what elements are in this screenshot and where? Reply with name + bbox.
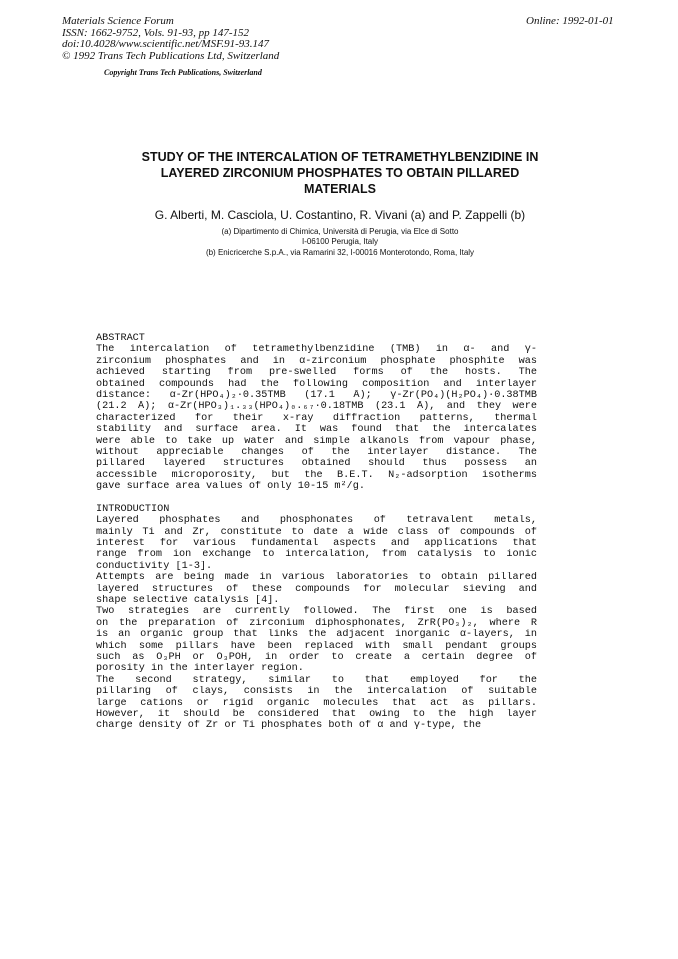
authors: G. Alberti, M. Casciola, U. Costantino, R. Vivani (a) and P. Zappelli (b) (154, 208, 526, 222)
introduction-heading: INTRODUCTION (96, 503, 170, 515)
text-line: The intercalation of tetramethylbenzidine (TMB) in α- and γ- (96, 344, 537, 356)
text-line: range from ion exchange to intercalation, from catalysis to ionic (96, 549, 537, 561)
copyright-small: Copyright Trans Tech Publications, Switzerland (104, 68, 262, 77)
text-line: such as O₃PH or O₃POH, in order to create a certain degree of (96, 651, 537, 663)
issn-line: ISSN: 1662-9752, Vols. 91-93, pp 147-152 (62, 26, 249, 39)
text-line: zirconium phosphates and in α-zirconium phosphate phosphite was (96, 355, 537, 367)
text-line: porosity in the interlayer region. (96, 663, 304, 675)
copyright-line: © 1992 Trans Tech Publications Ltd, Switzerland (62, 49, 280, 62)
text-line: Layered phosphates and phosphonates of tetravalent metals, (96, 515, 537, 527)
affiliation-a-city: I-06100 Perugia, Italy (301, 237, 379, 246)
introduction (96, 515, 537, 731)
text-line: charge density of Zr or Ti phosphates both of α and γ-type, the (96, 720, 482, 732)
title-line: LAYERED ZIRCONIUM PHOSPHATES TO OBTAIN PILLARED (160, 166, 520, 180)
abstract (96, 344, 537, 492)
text-line: mainly Ti and Zr, constitute to date a wide class of compounds of (96, 526, 537, 538)
text-line: pillaring of clays, consists in the intercalation of suitable (96, 686, 537, 698)
body-text (96, 333, 537, 732)
text-line: on the preparation of zirconium diphosphonates, ZrR(PO₃)₂, where R (96, 617, 537, 629)
text-line: which some pillars have been replaced with small pendant groups (96, 640, 537, 652)
text-line: stability and surface area. It was found that the intercalates (96, 424, 537, 436)
text-line: gave surface area values of only 10-15 m²/g. (96, 481, 365, 493)
affiliation-a: (a) Dipartimento di Chimica, Università di Perugia, via Elce di Sotto (221, 227, 459, 236)
text-line: large cations or rigid organic molecules that act as pillars. (96, 697, 537, 709)
paper-title (90, 149, 590, 197)
text-line: The second strategy, similar to that employed for the (96, 674, 537, 686)
text-line: Attempts are being made in various laboratories to obtain pillared (96, 572, 537, 584)
text-line: conductivity [1-3]. (96, 560, 213, 572)
text-line: Two strategies are currently followed. The first one is based (96, 606, 537, 618)
title-line: STUDY OF THE INTERCALATION OF TETRAMETHYLBENZIDINE IN (141, 150, 539, 164)
text-line: achieved starting from pre-swelled forms of the hosts. The (96, 367, 537, 379)
text-line: obtained compounds had the following composition and interlayer (96, 378, 537, 390)
journal-header (62, 16, 279, 62)
text-line: characterized for their x-ray diffraction patterns, thermal (96, 412, 537, 424)
text-line: However, it should be considered that owing to the high layer (96, 708, 537, 720)
journal-name: Materials Science Forum (62, 15, 174, 27)
text-line: were able to take up water and simple alkanols from vapour phase, (96, 435, 537, 447)
text-line: accessible microporosity, but the B.E.T. N₂-adsorption isotherms (96, 469, 537, 481)
online-date: Online: 1992-01-01 (526, 15, 614, 27)
text-line: without appreciable changes of the interlayer distance. The (96, 446, 537, 458)
text-line: distance: α-Zr(HPO₄)₂·0.35TMB (17.1 Å); γ-Zr(PO₄)(H₂PO₄)·0.38TMB (96, 389, 537, 401)
affiliation-b: (b) Enicricerche S.p.A., via Ramarini 32, I-00016 Monterotondo, Roma, Italy (205, 248, 475, 257)
abstract-heading: ABSTRACT (96, 333, 145, 344)
text-line: interest for various fundamental aspects and applications that (96, 538, 537, 550)
text-line: layered structures of these compounds for molecular sieving and (96, 583, 537, 595)
doi-line: doi:10.4028/www.scientific.net/MSF.91-93.147 (62, 38, 270, 50)
title-line: MATERIALS (304, 182, 376, 196)
text-line: is an organic group that links the adjacent inorganic α-layers, in (96, 629, 537, 641)
text-line: (21.2 Å); α-Zr(HPO₃)₁.₃₃(HPO₄)₀.₆₇·0.18TMB (23.1 Å), and they were (96, 401, 537, 413)
text-line: shape selective catalysis [4]. (96, 594, 280, 606)
text-line: pillared layered structures obtained should thus possess an (96, 458, 537, 470)
